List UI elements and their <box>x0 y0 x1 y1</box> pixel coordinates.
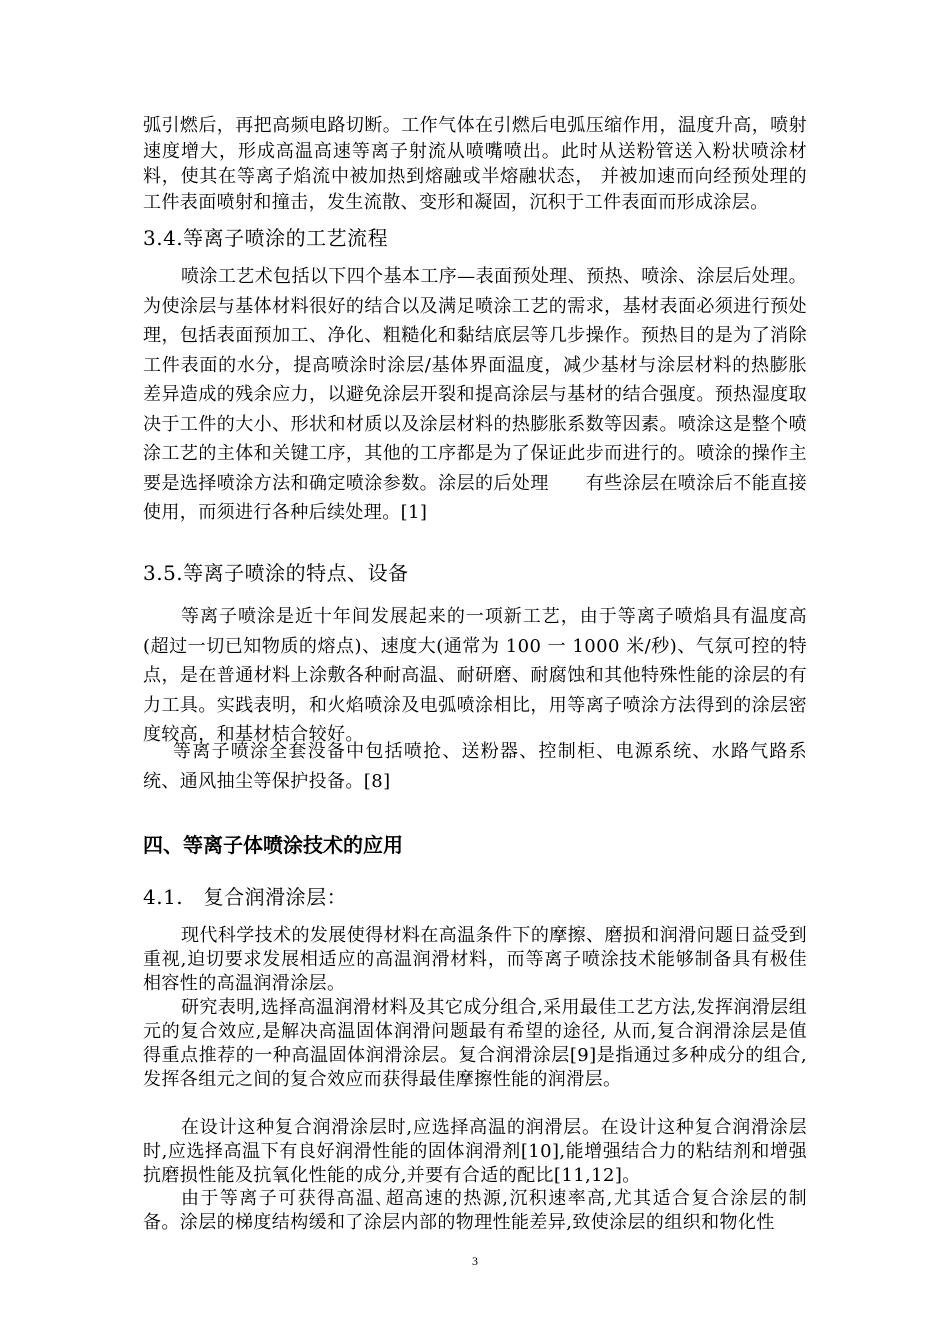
section-heading-4-1: 4.1. 复合润滑涂层： <box>143 885 348 909</box>
equipment-paragraph: 等离子喷涂全套没备中包括喷抢、送粉器、控制柜、电源系统、水路气路系统、通风抽尘等保护投备。[8] <box>143 741 807 792</box>
chapter-heading-4: 四、等离子体喷涂技术的应用 <box>143 833 403 857</box>
lubrication-paragraph-3: 在设计这种复合润滑涂层时,应选择高温的润滑层。在设计这种复合润滑涂层时,应选择高温下有良好润滑性能的固体润滑剂[10],能增强结合力的粘结剂和增强抗磨损性能及抗氧化性能的成分,并要有合适的配比[11,12]。 <box>143 1117 807 1186</box>
section-heading-3-4: 3.4.等离子喷涂的工艺流程 <box>143 226 389 250</box>
page-number: 3 <box>472 1254 478 1268</box>
lubrication-paragraph-4: 由于等离子可获得高温､超高速的热源,沉积速率高,尤其适合复合涂层的制备。涂层的梯度结构缓和了涂层内部的物理性能差异,致使涂层的组织和物化性 <box>143 1188 807 1233</box>
features-paragraph: 等离子喷涂是近十年间发展起来的一项新工艺，由于等离子喷焰具有温度高(超过一切已知物质的熔点)、速度大(通常为 100 一 1000 米/秒)、气氛可控的特点，是在普通材料上涂敷各种耐高温、耐研磨、耐腐蚀和其他特殊性能的涂层的有力工具。实践表明，和火焰喷涂及电弧喷涂相比，用等离子喷涂方法得到的涂层密度较高，和基材桔合较好。 <box>143 606 807 745</box>
lubrication-paragraph-1: 现代科学技术的发展使得材料在高温条件下的摩擦、磨损和润滑问题日益受到重视,迫切要求发展相适应的高温润滑材料，而等离子喷涂技术能够制备具有极佳相容性的高温润滑涂层。 <box>143 925 807 994</box>
section-heading-3-5: 3.5.等离子喷涂的特点、设备 <box>143 561 409 585</box>
intro-paragraph: 弧引燃后，再把高频电路切断。工作气体在引燃后电弧压缩作用，温度升高，喷射速度增大，形成高温高速等离子射流从喷嘴喷出。此时从送粉管送入粉状喷涂材料，使其在等离子焰流中被加热到熔融或半熔融状态， 并被加速而向经预处理的工件表面喷射和撞击，发生流散、变形和凝固，沉积于工件表面而形成涂层。 <box>143 115 807 213</box>
process-paragraph: 喷涂工艺术包括以下四个基本工序—表面预处理、预热、喷涂、涂层后处理。为使涂层与基体材料很好的结合以及满足喷涂工艺的需求，基材表面必须进行预处理，包括表面预加工、净化、粗糙化和黏结底层等几步操作。预热目的是为了消除工件表面的水分，提高喷涂时涂层/基体界面温度，减少基材与涂层材料的热膨胀差异造成的残余应力，以避免涂层开裂和提高涂层与基材的结合强度。预热湿度取决于工件的大小、形状和材质以及涂层材料的热膨胀系数等因素。喷涂这是整个喷涂工艺的主体和关键工序，其他的工序都是为了保证此步而进行的。喷涂的操作主要是选择喷涂方法和确定喷涂参数。涂层的后处理 有些涂层在喷涂后不能直接使用，而须进行各种后续处理。[1] <box>143 266 807 523</box>
lubrication-paragraph-2: 研究表明,选择高温润滑材料及其它成分组合,采用最佳工艺方法,发挥润滑层组元的复合效应,是解决高温固体润滑问题最有希望的途径, 从而,复合润滑涂层是值得重点推荐的一种高温固体润滑涂层。复合润滑涂层[9]是指通过多种成分的组合,发挥各组元之间的复合效应而获得最佳摩擦性能的润滑层。 <box>143 997 807 1090</box>
